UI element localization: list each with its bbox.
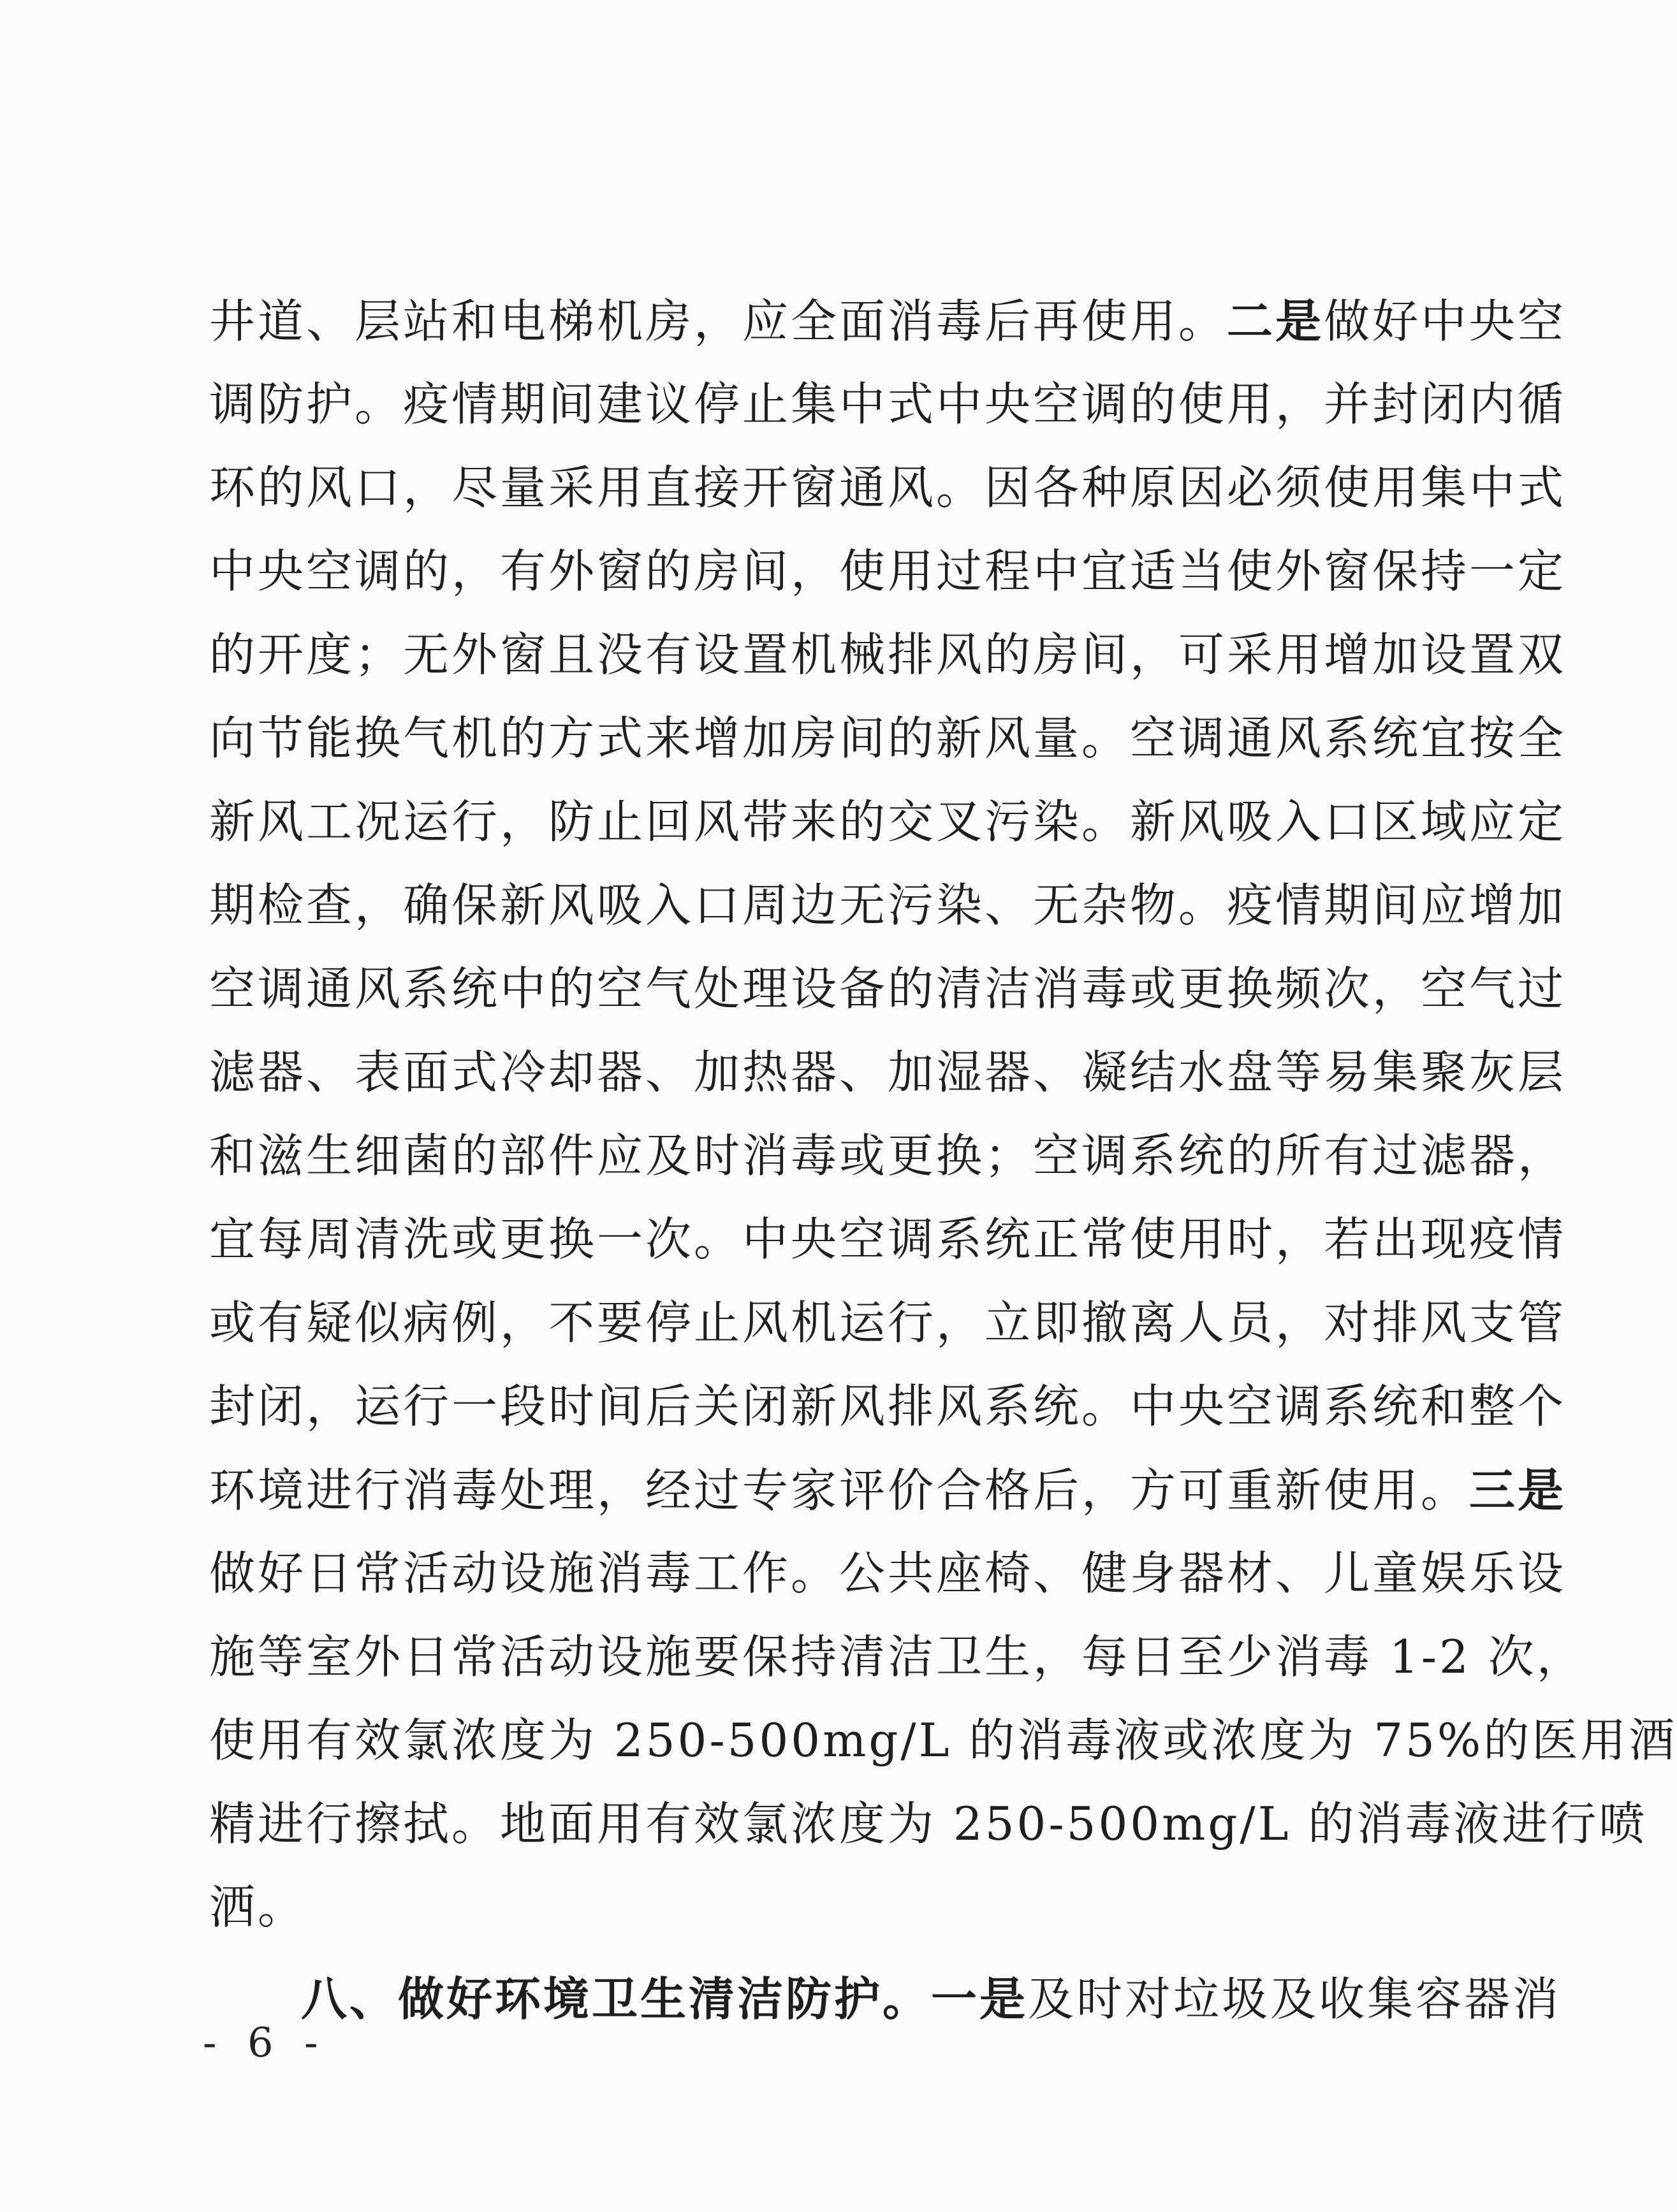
text-run: 做好中央空 (1324, 295, 1567, 348)
text-line (209, 1114, 1567, 1198)
text-run: 封闭，运行一段时间后关闭新风排风系统。中央空调系统和整个 (209, 1379, 1567, 1433)
text-run: 调防护。疫情期间建议停止集中式中央空调的使用，并封闭内循 (209, 377, 1567, 431)
text-line (209, 864, 1567, 947)
text-line (209, 279, 1567, 363)
text-run: 做好日常活动设施消毒工作。公共座椅、健身器材、儿童娱乐设 (209, 1546, 1567, 1600)
text-run: 宜每周清洗或更换一次。中央空调系统正常使用时，若出现疫情 (209, 1212, 1567, 1266)
text-run: 施等室外日常活动设施要保持清洁卫生，每日至少消毒 1-2 次， (209, 1630, 1585, 1684)
bold-text-run: 三是 (1469, 1463, 1567, 1517)
text-run: 使用有效氯浓度为 250-500mg/L 的消毒液或浓度为 75%的医用酒 (209, 1714, 1677, 1767)
page-number: - 6 - (203, 2019, 327, 2067)
paragraph-gap (209, 1949, 1395, 1957)
text-line (209, 1365, 1567, 1448)
text-run: 环境进行消毒处理，经过专家评价合格后，方可重新使用。 (209, 1464, 1470, 1517)
text-line (209, 1782, 1648, 1866)
bold-text-run: 二是 (1227, 294, 1324, 348)
text-run: 中央空调的，有外窗的房间，使用过程中宜适当使外窗保持一定 (209, 544, 1567, 598)
body-paragraph-environment-hygiene (209, 1957, 1562, 2041)
text-run: 和滋生细菌的部件应及时消毒或更换；空调系统的所有过滤器， (209, 1129, 1567, 1182)
text-line (209, 1281, 1567, 1365)
text-line (209, 1448, 1567, 1532)
text-line (209, 697, 1567, 780)
text-run: 洒。 (209, 1881, 307, 1934)
text-run: 滤器、表面式冷却器、加热器、加湿器、凝结水盘等易集聚灰层 (209, 1045, 1567, 1099)
text-line (209, 530, 1567, 613)
text-line (209, 1615, 1585, 1699)
text-line (209, 1031, 1567, 1114)
text-run: 空调通风系统中的空气处理设备的清洁消毒或更换频次，空气过 (209, 962, 1567, 1015)
bold-text-run: 一是 (931, 1972, 1029, 2026)
text-line (209, 1699, 1677, 1782)
text-run: 新风工况运行，防止回风带来的交叉污染。新风吸入口区域应定 (209, 795, 1567, 848)
text-run: 环的风口，尽量采用直接开窗通风。因各种原因必须使用集中式 (209, 461, 1567, 514)
document-body (209, 279, 1677, 2041)
text-run: 向节能换气机的方式来增加房间的新风量。空调通风系统宜按全 (209, 711, 1567, 765)
text-line (209, 446, 1567, 530)
text-line (209, 363, 1567, 446)
text-run: 及时对垃圾及收集容器消 (1028, 1972, 1562, 2026)
text-run: 期检查，确保新风吸入口周边无污染、无杂物。疫情期间应增加 (209, 878, 1567, 932)
text-run: 的开度；无外窗且没有设置机械排风的房间，可采用增加设置双 (209, 628, 1567, 681)
text-line (209, 1957, 1562, 2041)
text-line (209, 1532, 1567, 1615)
text-run: 或有疑似病例，不要停止风机运行，立即撤离人员，对排风支管 (209, 1296, 1567, 1350)
text-line (209, 1866, 1395, 1949)
text-run: 精进行擦拭。地面用有效氯浓度为 250-500mg/L 的消毒液进行喷 (209, 1797, 1648, 1851)
text-run: 井道、层站和电梯机房，应全面消毒后再使用。 (209, 295, 1227, 348)
text-line (209, 1198, 1567, 1281)
text-line (209, 613, 1567, 697)
body-paragraph-air-conditioning (209, 279, 1677, 1949)
bold-text-run: 八、做好环境卫生清洁防护。 (301, 1972, 932, 2026)
text-line (209, 947, 1567, 1031)
text-line (209, 780, 1567, 864)
